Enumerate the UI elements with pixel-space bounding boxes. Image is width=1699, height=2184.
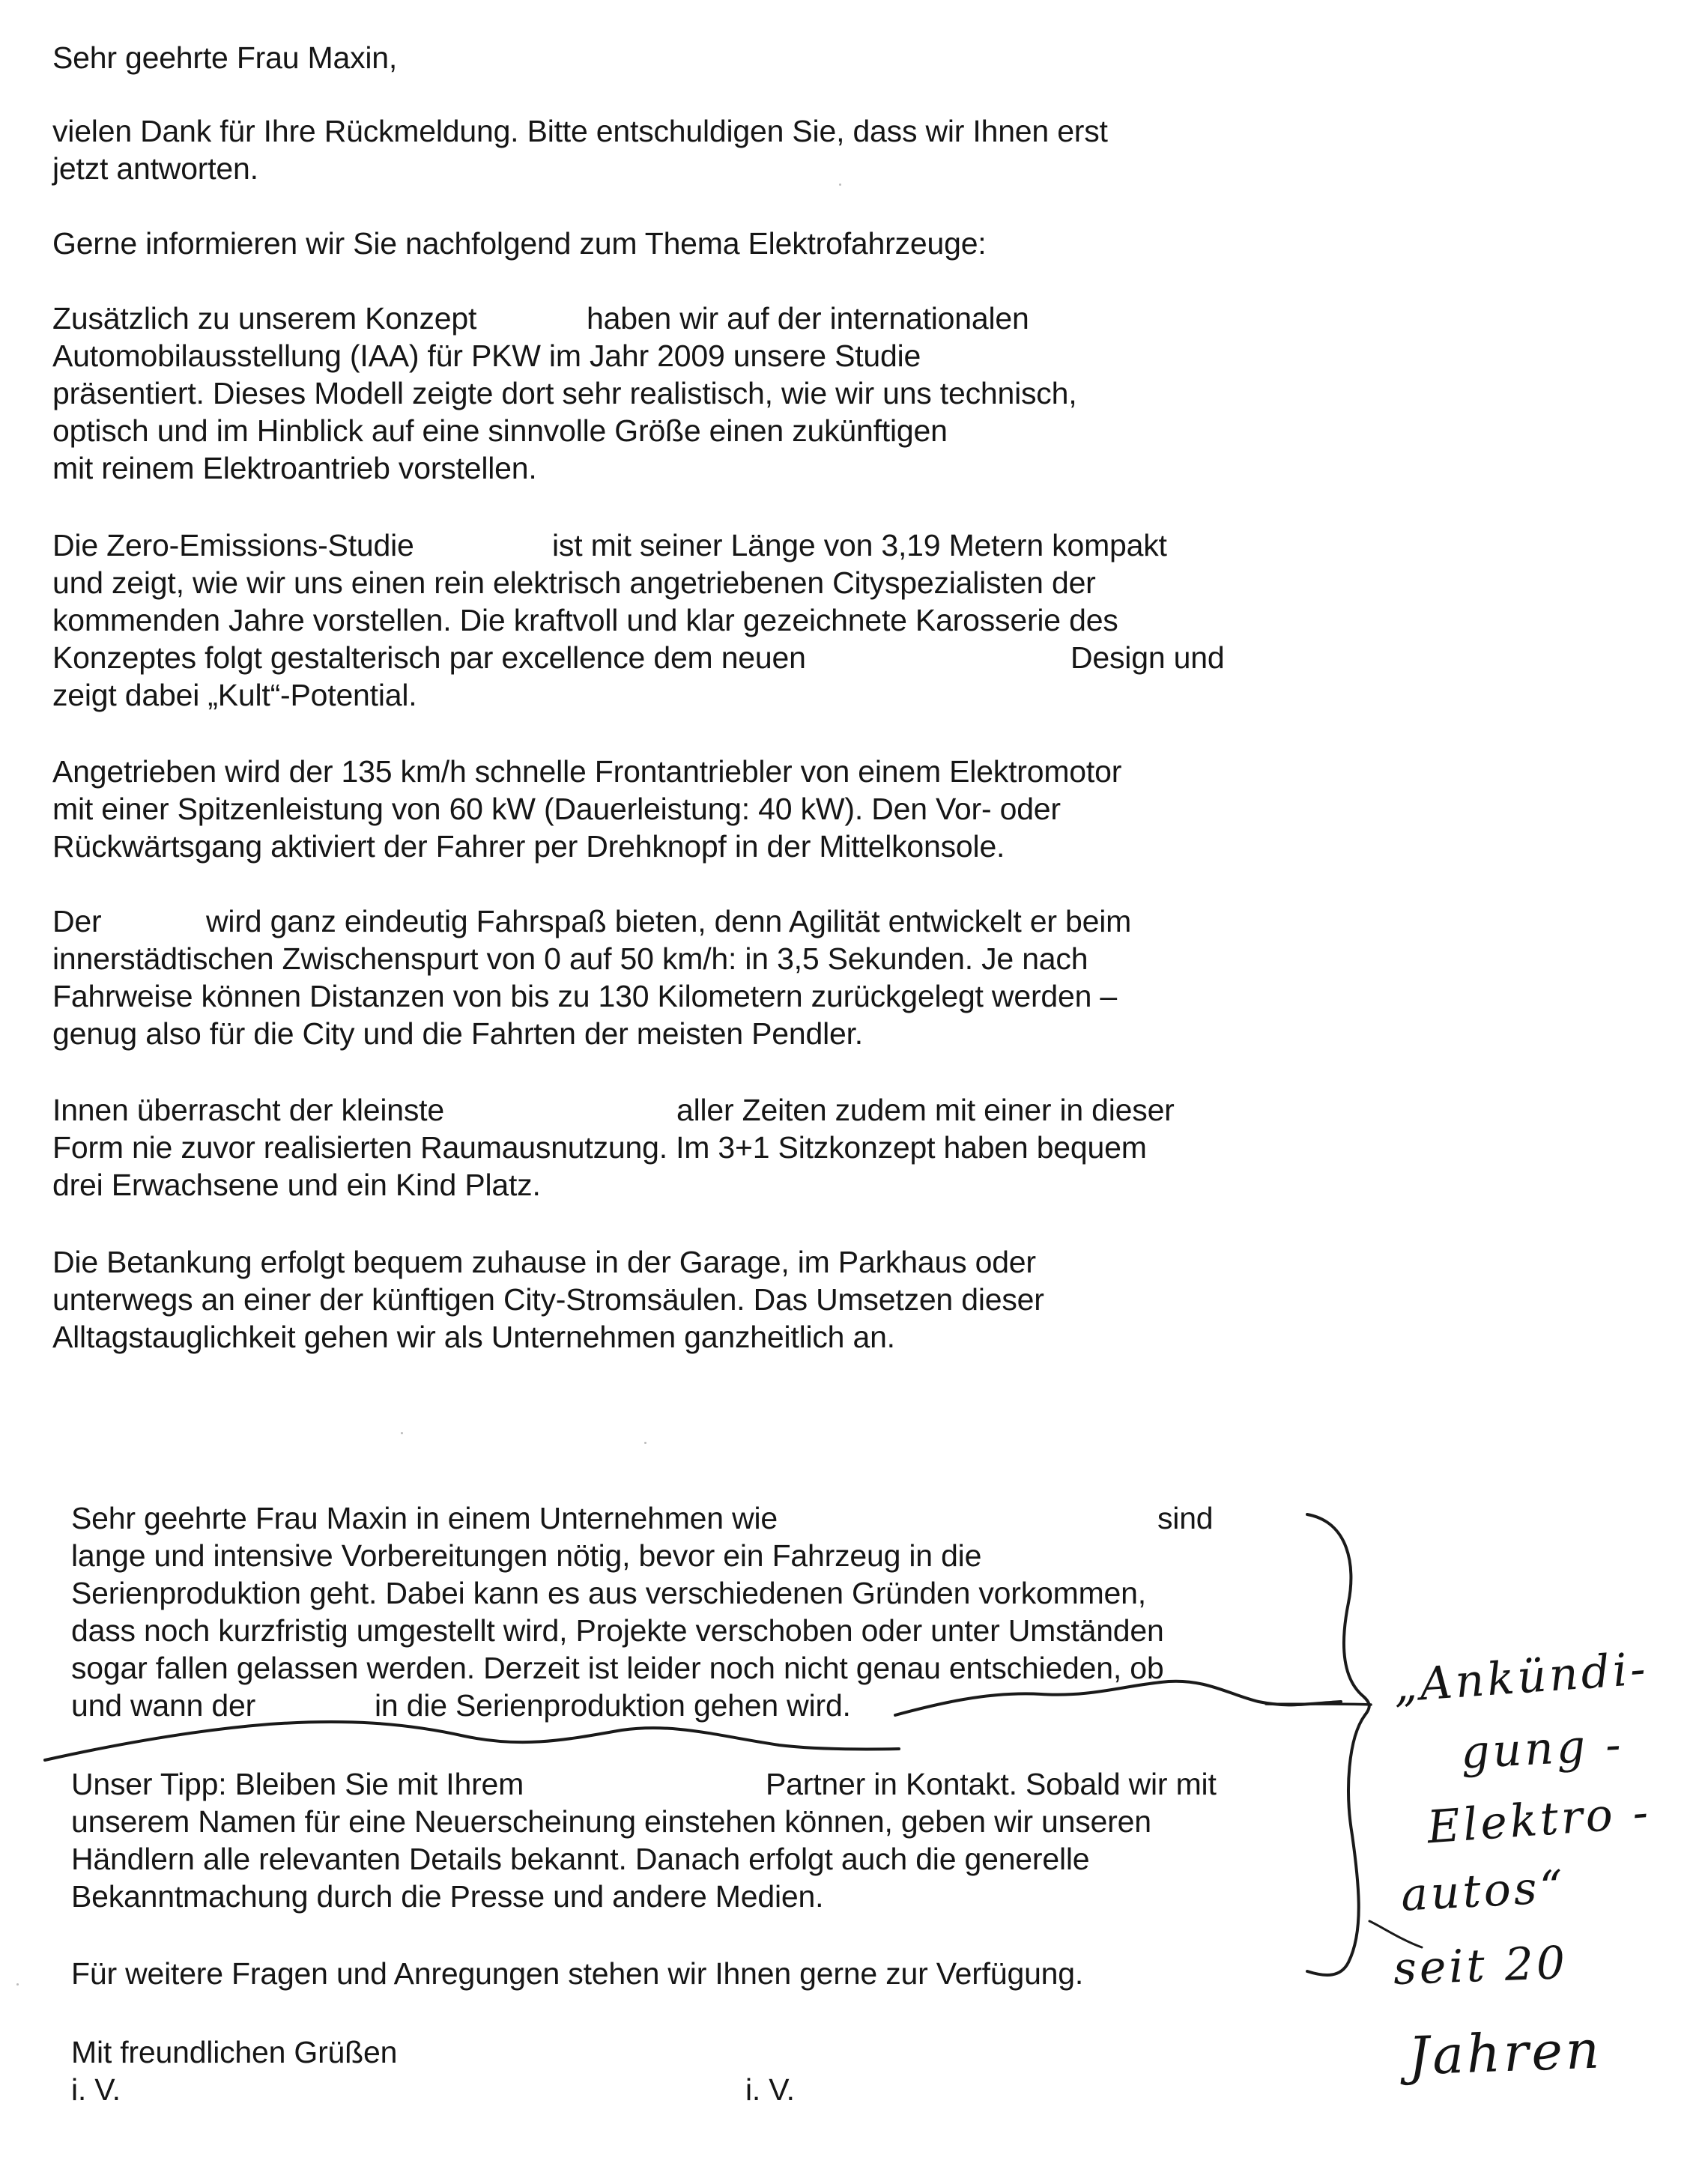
p9-line: in die Serienproduktion gehen wird. (375, 1688, 851, 1723)
p3-line: mit reinem Elektroantrieb vorstellen. (52, 451, 537, 485)
closing: Mit freundlichen Grüßen (71, 2035, 398, 2069)
p4-line: kommenden Jahre vorstellen. Die kraftvoll und klar gezeichnete Karosserie des (52, 603, 1118, 637)
p10-line: Partner in Kontakt. Sobald wir mit (766, 1767, 1217, 1801)
p8-line: unterwegs an einer der künftigen City-Stromsäulen. Das Umsetzen dieser (52, 1282, 1044, 1317)
p10-line: Bekanntmachung durch die Presse und andere Medien. (71, 1879, 824, 1914)
p9-line: und wann der (71, 1688, 256, 1723)
annotation-line: Elektro - (1425, 1786, 1653, 1854)
p5-line: Angetrieben wird der 135 km/h schnelle Frontantriebler von einem Elektromotor (52, 754, 1122, 789)
scan-speck (644, 1442, 646, 1444)
p4-line: ist mit seiner Länge von 3,19 Metern kompakt (552, 528, 1167, 562)
p2-line: Gerne informieren wir Sie nachfolgend zum Thema Elektrofahrzeuge: (52, 226, 987, 261)
p8-line: Alltagstauglichkeit gehen wir als Unternehmen ganzheitlich an. (52, 1320, 895, 1354)
p8-line: Die Betankung erfolgt bequem zuhause in der Garage, im Parkhaus oder (52, 1245, 1036, 1279)
bracket-curve (1307, 1514, 1369, 1975)
annotation-line: gung - (1459, 1718, 1626, 1780)
signature-left: i. V. (71, 2072, 121, 2107)
bracket-connector (1266, 1704, 1371, 1705)
p1-line: vielen Dank für Ihre Rückmeldung. Bitte entschuldigen Sie, dass wir Ihnen erst (52, 114, 1108, 148)
p6-line: Fahrweise können Distanzen von bis zu 130 Kilometern zurückgelegt werden – (52, 979, 1118, 1013)
p9-line: sind (1157, 1501, 1214, 1535)
annotation-line: seit 20 (1392, 1936, 1569, 1996)
salutation: Sehr geehrte Frau Maxin, (52, 40, 398, 75)
p7-line: drei Erwachsene und ein Kind Platz. (52, 1168, 541, 1202)
scan-speck (401, 1432, 403, 1434)
p9-line: dass noch kurzfristig umgestellt wird, Projekte verschoben oder unter Umständen (71, 1613, 1164, 1648)
p4-line: Konzeptes folgt gestalterisch par excellence dem neuen (52, 640, 806, 675)
annotation-line: Jahren (1407, 2018, 1604, 2087)
p4-line: zeigt dabei „Kult“-Potential. (52, 678, 417, 712)
p10-line: unserem Namen für eine Neuerscheinung einstehen können, geben wir unseren (71, 1804, 1151, 1839)
p10-line: Unser Tipp: Bleiben Sie mit Ihrem (71, 1767, 524, 1801)
p6-line: wird ganz eindeutig Fahrspaß bieten, denn Agilität entwickelt er beim (206, 904, 1132, 938)
p4-line: Design und (1070, 640, 1225, 675)
p7-line: Innen überrascht der kleinste (52, 1093, 444, 1127)
signature-right: i. V. (745, 2072, 795, 2107)
p4-line: und zeigt, wie wir uns einen rein elektrisch angetriebenen Cityspezialisten der (52, 565, 1096, 600)
p3-line: Automobilausstellung (IAA) für PKW im Jahr 2009 unsere Studie (52, 339, 921, 373)
p7-line: aller Zeiten zudem mit einer in dieser (676, 1093, 1175, 1127)
wavy-underline-lower (45, 1722, 899, 1760)
scan-speck (16, 1983, 19, 1986)
p1-line: jetzt antworten. (52, 151, 258, 186)
p4-line: Die Zero-Emissions-Studie (52, 528, 414, 562)
scan-speck (839, 183, 841, 186)
p9-line: sogar fallen gelassen werden. Derzeit ist leider noch nicht genau entschieden, ob (71, 1651, 1164, 1685)
p3-line: haben wir auf der internationalen (587, 301, 1029, 336)
p7-line: Form nie zuvor realisierten Raumausnutzung. Im 3+1 Sitzkonzept haben bequem (52, 1130, 1147, 1165)
p6-line: Der (52, 904, 102, 938)
p9-line: Serienproduktion geht. Dabei kann es aus verschiedenen Gründen vorkommen, (71, 1576, 1146, 1610)
p9-line: lange und intensive Vorbereitungen nötig, bevor ein Fahrzeug in die (71, 1538, 982, 1573)
p3-line: präsentiert. Dieses Modell zeigte dort sehr realistisch, wie wir uns technisch, (52, 376, 1077, 410)
annotation-line: „Ankündi- (1391, 1642, 1650, 1713)
p6-line: innerstädtischen Zwischenspurt von 0 auf 50 km/h: in 3,5 Sekunden. Je nach (52, 941, 1088, 976)
p10-line: Händlern alle relevanten Details bekannt. Danach erfolgt auch die generelle (71, 1842, 1090, 1876)
p5-line: mit einer Spitzenleistung von 60 kW (Dauerleistung: 40 kW). Den Vor- oder (52, 792, 1061, 826)
p9-line: Sehr geehrte Frau Maxin in einem Unternehmen wie (71, 1501, 778, 1535)
p11-line: Für weitere Fragen und Anregungen stehen wir Ihnen gerne zur Verfügung. (71, 1956, 1084, 1991)
p5-line: Rückwärtsgang aktiviert der Fahrer per Drehknopf in der Mittelkonsole. (52, 829, 1005, 864)
p6-line: genug also für die City und die Fahrten der meisten Pendler. (52, 1016, 863, 1051)
p3-line: Zusätzlich zu unserem Konzept (52, 301, 477, 336)
p3-line: optisch und im Hinblick auf eine sinnvolle Größe einen zukünftigen (52, 413, 948, 448)
annotation-line: autos“ (1399, 1860, 1567, 1922)
